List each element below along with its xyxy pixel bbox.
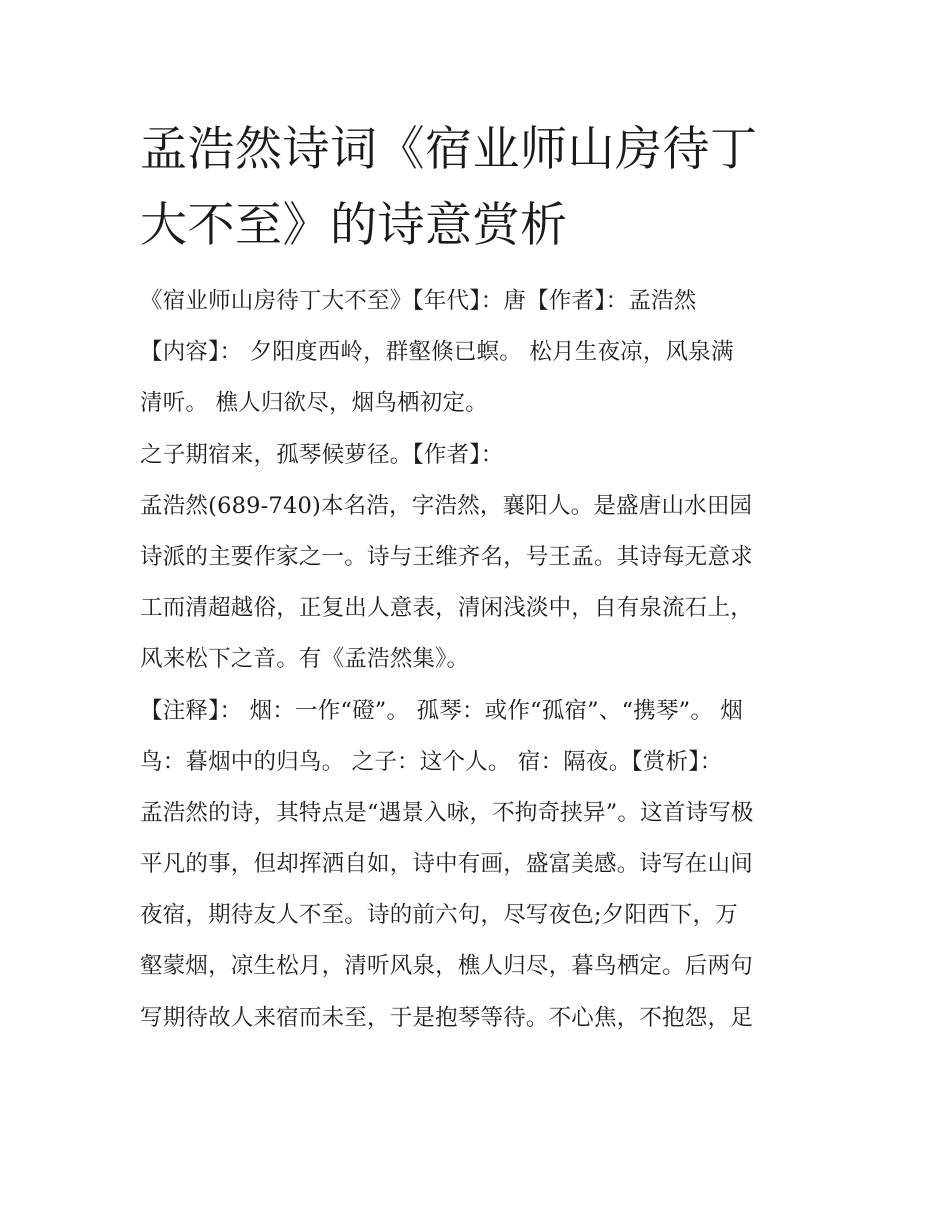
title-line-2: 大不至》的诗意赏析 [140, 198, 568, 253]
body-line: 鸟：暮烟中的归鸟。 之子：这个人。 宿：隔夜。【赏析】： [140, 748, 723, 775]
page-title [140, 112, 820, 264]
body-line: 清听。 樵人归欲尽，烟鸟栖初定。 [140, 390, 488, 417]
document-body [140, 276, 830, 1044]
body-line: 《宿业师山房待丁大不至》【年代】：唐【作者】：孟浩然 [140, 288, 697, 314]
body-line: 风来松下之音。有《孟浩然集》。 [140, 646, 470, 673]
body-line: 工而清超越俗，正复出人意表，清闲浅淡中，自有泉流石上， [140, 595, 753, 622]
body-line: 夜宿，期待友人不至。诗的前六句，尽写夜色;夕阳西下，万 [140, 902, 738, 929]
body-line: 诗派的主要作家之一。诗与王维齐名，号王孟。其诗每无意求 [140, 543, 753, 570]
body-line: 之子期宿来，孤琴候萝径。【作者】： [140, 441, 504, 468]
body-line: 孟浩然的诗，其特点是“遇景入咏，不拘奇挟异”。这首诗写极 [140, 799, 754, 826]
body-line: 写期待故人来宿而未至，于是抱琴等待。不心焦，不抱怨，足 [140, 1004, 753, 1031]
body-line: 孟浩然(689-740)本名浩，字浩然，襄阳人。是盛唐山水田园 [140, 492, 753, 519]
body-line: 【注释】： 烟：一作“磴”。 孤琴：或作“孤宿”、“携琴”。 烟 [140, 697, 744, 724]
body-line: 壑蒙烟，凉生松月，清听风泉，樵人归尽，暮鸟栖定。后两句 [140, 953, 753, 980]
body-line: 【内容】： 夕阳度西岭，群壑倏已螟。 松月生夜凉，风泉满 [140, 339, 734, 366]
body-line: 平凡的事，但却挥洒自如，诗中有画，盛富美感。诗写在山间 [140, 851, 753, 878]
title-line-1: 孟浩然诗词《宿业师山房待丁 [140, 122, 758, 177]
